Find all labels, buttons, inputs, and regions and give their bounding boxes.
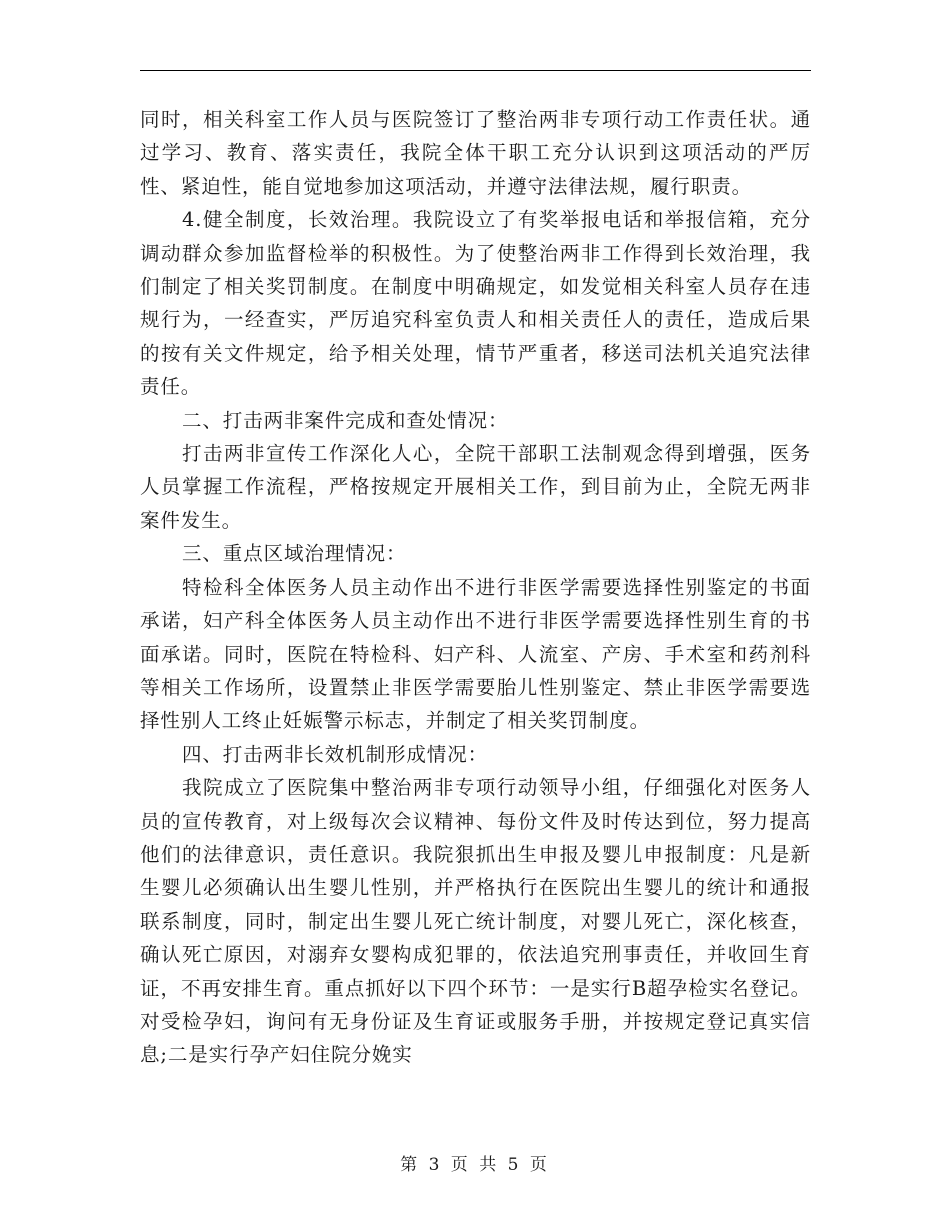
- body-paragraph: 4.健全制度，长效治理。我院设立了有奖举报电话和举报信箱，充分调动群众参加监督检举的积极性。为了使整治两非工作得到长效治理，我们制定了相关奖罚制度。在制度中明确规定，如发觉相关科室人员存在违规行为，一经查实，严厉追究科室负责人和相关责任人的责任，造成后果的按有关文件规定，给予相关处理，情节严重者，移送司法机关追究法律责任。: [140, 208, 811, 399]
- section-heading: 三、重点区域治理情况：: [182, 542, 407, 566]
- body-paragraph: 我院成立了医院集中整治两非专项行动领导小组，仔细强化对医务人员的宣传教育，对上级每次会议精神、每份文件及时传达到位，努力提高他们的法律意识，责任意识。我院狠抓出生申报及婴儿申报制度：凡是新生婴儿必须确认出生婴儿性别，并严格执行在医院出生婴儿的统计和通报联系制度，同时，制定出生婴儿死亡统计制度，对婴儿死亡，深化核查，确认死亡原因，对溺弃女婴构成犯罪的，依法追究刑事责任，并收回生育证，不再安排生育。重点抓好以下四个环节：一是实行B超孕检实名登记。对受检孕妇，询问有无身份证及生育证或服务手册，并按规定登记真实信息;二是实行孕产妇住院分娩实: [140, 776, 811, 1067]
- section-heading: 二、打击两非案件完成和查处情况：: [182, 408, 509, 432]
- document-body: [140, 103, 811, 1072]
- body-paragraph: 打击两非宣传工作深化人心，全院干部职工法制观念得到增强，医务人员掌握工作流程，严格按规定开展相关工作，到目前为止，全院无两非案件发生。: [140, 442, 811, 532]
- section-heading: 四、打击两非长效机制形成情况：: [182, 742, 489, 766]
- body-paragraph: 同时，相关科室工作人员与医院签订了整治两非专项行动工作责任状。通过学习、教育、落实责任，我院全体干职工充分认识到这项活动的严厉性、紧迫性，能自觉地参加这项活动，并遵守法律法规，履行职责。: [140, 108, 811, 198]
- body-paragraph: 特检科全体医务人员主动作出不进行非医学需要选择性别鉴定的书面承诺，妇产科全体医务人员主动作出不进行非医学需要选择性别生育的书面承诺。同时，医院在特检科、妇产科、人流室、产房、手术室和药剂科等相关工作场所，设置禁止非医学需要胎儿性别鉴定、禁止非医学需要选择性别人工终止妊娠警示标志，并制定了相关奖罚制度。: [140, 575, 811, 733]
- header-rule: [140, 70, 811, 71]
- page-number-footer: 第 3 页 共 5 页: [400, 1155, 550, 1175]
